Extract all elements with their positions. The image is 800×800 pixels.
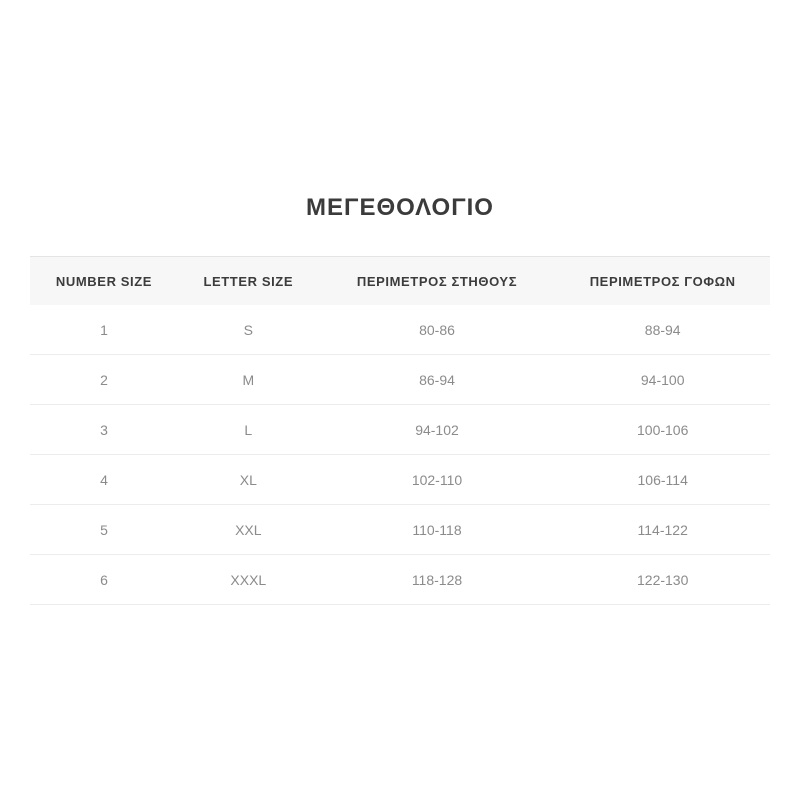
- cell-hip-range: 100-106: [555, 405, 770, 455]
- cell-hip-range: 88-94: [555, 305, 770, 355]
- table-row: [30, 305, 770, 355]
- cell-number-size: 6: [30, 555, 178, 605]
- cell-chest-range: 94-102: [319, 405, 556, 455]
- cell-number-size: 2: [30, 355, 178, 405]
- column-header-hip-circumference: ΠΕΡΙΜΕΤΡΟΣ ΓΟΦΩΝ: [555, 257, 770, 306]
- table-row: [30, 555, 770, 605]
- cell-hip-range: 114-122: [555, 505, 770, 555]
- cell-number-size: 3: [30, 405, 178, 455]
- cell-chest-range: 86-94: [319, 355, 556, 405]
- column-header-number-size: NUMBER SIZE: [30, 257, 178, 306]
- column-header-letter-size: LETTER SIZE: [178, 257, 319, 306]
- table-row: [30, 455, 770, 505]
- cell-letter-size: XXXL: [178, 555, 319, 605]
- cell-hip-range: 122-130: [555, 555, 770, 605]
- cell-letter-size: L: [178, 405, 319, 455]
- cell-letter-size: XL: [178, 455, 319, 505]
- cell-letter-size: XXL: [178, 505, 319, 555]
- cell-hip-range: 106-114: [555, 455, 770, 505]
- table-row: [30, 355, 770, 405]
- size-chart-table: [30, 256, 770, 605]
- cell-chest-range: 110-118: [319, 505, 556, 555]
- cell-hip-range: 94-100: [555, 355, 770, 405]
- column-header-chest-circumference: ΠΕΡΙΜΕΤΡΟΣ ΣΤΗΘΟΥΣ: [319, 257, 556, 306]
- cell-chest-range: 118-128: [319, 555, 556, 605]
- cell-number-size: 5: [30, 505, 178, 555]
- cell-chest-range: 102-110: [319, 455, 556, 505]
- size-chart-container: [30, 256, 770, 605]
- table-row: [30, 405, 770, 455]
- cell-letter-size: S: [178, 305, 319, 355]
- cell-letter-size: M: [178, 355, 319, 405]
- cell-number-size: 4: [30, 455, 178, 505]
- cell-number-size: 1: [30, 305, 178, 355]
- cell-chest-range: 80-86: [319, 305, 556, 355]
- header-row: [30, 257, 770, 306]
- table-row: [30, 505, 770, 555]
- page-title: ΜΕΓΕΘΟΛΟΓΙΟ: [306, 194, 494, 221]
